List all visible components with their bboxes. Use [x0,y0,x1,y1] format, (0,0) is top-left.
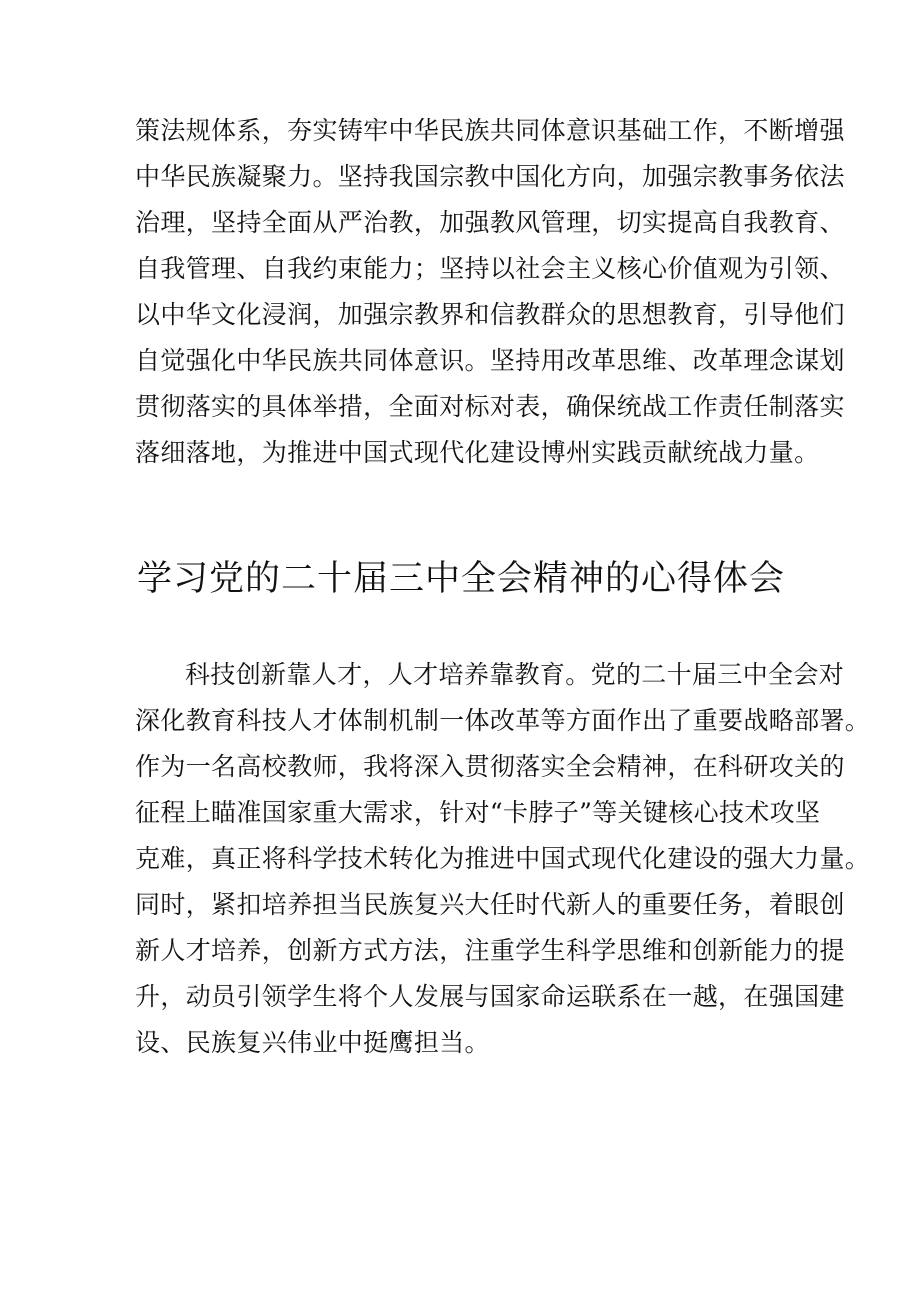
paragraph-line: 策法规体系，夯实铸牢中华民族共同体意识基础工作，不断增强 [135,116,845,145]
paragraph-line: 自觉强化中华民族共同体意识。坚持用改革思维、改革理念谋划 [135,346,845,375]
paragraph-line: 贯彻落实的具体举措，全面对标对表，确保统战工作责任制落实 [135,392,845,421]
paragraph-line: 自我管理、自我约束能力；坚持以社会主义核心价值观为引领、 [135,254,845,283]
paragraph-line: 同时，紧扣培养担当民族复兴大任时代新人的重要任务，着眼创 [135,890,845,919]
paragraph-line: 深化教育科技人才体制机制一体改革等方面作出了重要战略部署。 [135,706,871,735]
paragraph-line: 设、民族复兴伟业中挺鹰担当。 [135,1028,490,1057]
paragraph-line: 以中华文化浸润，加强宗教界和信教群众的思想教育，引导他们 [135,300,845,329]
paragraph-line: 落细落地，为推进中国式现代化建设博州实践贡献统战力量。 [135,438,820,467]
paragraph-line: 征程上瞄准国家重大需求，针对“卡脖子”等关键核心技术攻坚 [135,798,821,827]
paragraph-line: 作为一名高校教师，我将深入贯彻落实全会精神，在科研攻关的 [135,752,845,781]
paragraph-line: 克难，真正将科学技术转化为推进中国式现代化建设的强大力量。 [135,844,871,873]
section-title: 学习党的二十届三中全会精神的心得体会 [137,559,786,599]
paragraph-line: 升，动员引领学生将个人发展与国家命运联系在一越，在强国建 [135,982,845,1011]
paragraph-line: 中华民族凝聚力。坚持我国宗教中国化方向，加强宗教事务依法 [135,162,845,191]
paragraph-line: 科技创新靠人才，人才培养靠教育。党的二十届三中全会对 [185,660,845,689]
paragraph-line: 新人才培养，创新方式方法，注重学生科学思维和创新能力的提 [135,936,845,965]
paragraph-line: 治理，坚持全面从严治教，加强教风管理，切实提高自我教育、 [135,208,845,237]
